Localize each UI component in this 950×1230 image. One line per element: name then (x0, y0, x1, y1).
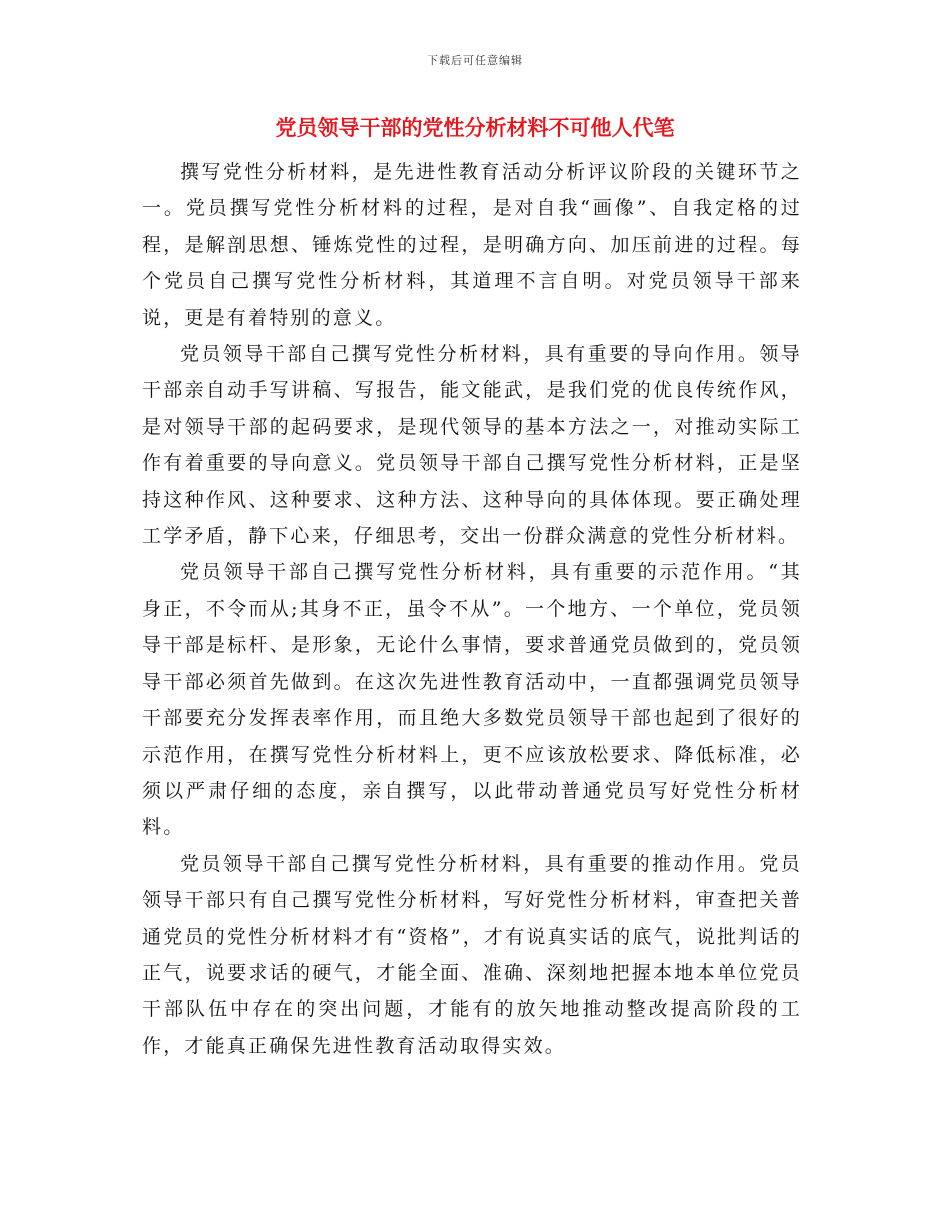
paragraph-4: 党员领导干部自己撰写党性分析材料，具有重要的推动作用。党员领导干部只有自己撰写党性分析材料，写好党性分析材料，审查把关普通党员的党性分析材料才有“资格”，才有说真实话的底气，说批判话的正气，说要求话的硬气，才能全面、准确、深刻地把握本地本单位党员干部队伍中存在的突出问题，才能有的放矢地推动整改提高阶段的工作，才能真正确保先进性教育活动取得实效。 (142, 852, 802, 1057)
paragraph-1: 撰写党性分析材料，是先进性教育活动分析评议阶段的关键环节之一。党员撰写党性分析材料的过程，是对自我“画像”、自我定格的过程，是解剖思想、锤炼党性的过程，是明确方向、加压前进的过程。每个党员自己撰写党性分析材料，其道理不言自明。对党员领导干部来说，更是有着特别的意义。 (142, 161, 802, 329)
paragraph-2: 党员领导干部自己撰写党性分析材料，具有重要的导向作用。领导干部亲自动手写讲稿、写报告，能文能武，是我们党的优良传统作风，是对领导干部的起码要求，是现代领导的基本方法之一，对推动实际工作有着重要的导向意义。党员领导干部自己撰写党性分析材料，正是坚持这种作风、这种要求、这种方法、这种导向的具体体现。要正确处理工学矛盾，静下心来，仔细思考，交出一份群众满意的党性分析材料。 (142, 343, 802, 548)
document-title: 党员领导干部的党性分析材料不可他人代笔 (275, 116, 675, 140)
header-note: 下载后可任意编辑 (427, 54, 523, 67)
document-body (142, 154, 802, 1064)
paragraph-3: 党员领导干部自己撰写党性分析材料，具有重要的示范作用。“其身正，不令而从;其身不正，虽令不从”。一个地方、一个单位，党员领导干部是标杆、是形象，无论什么事情，要求普通党员做到的，党员领导干部必须首先做到。在这次先进性教育活动中，一直都强调党员领导干部要充分发挥表率作用，而且绝大多数党员领导干部也起到了很好的示范作用，在撰写党性分析材料上，更不应该放松要求、降低标准，必须以严肃仔细的态度，亲自撰写，以此带动普通党员写好党性分析材料。 (142, 561, 802, 839)
